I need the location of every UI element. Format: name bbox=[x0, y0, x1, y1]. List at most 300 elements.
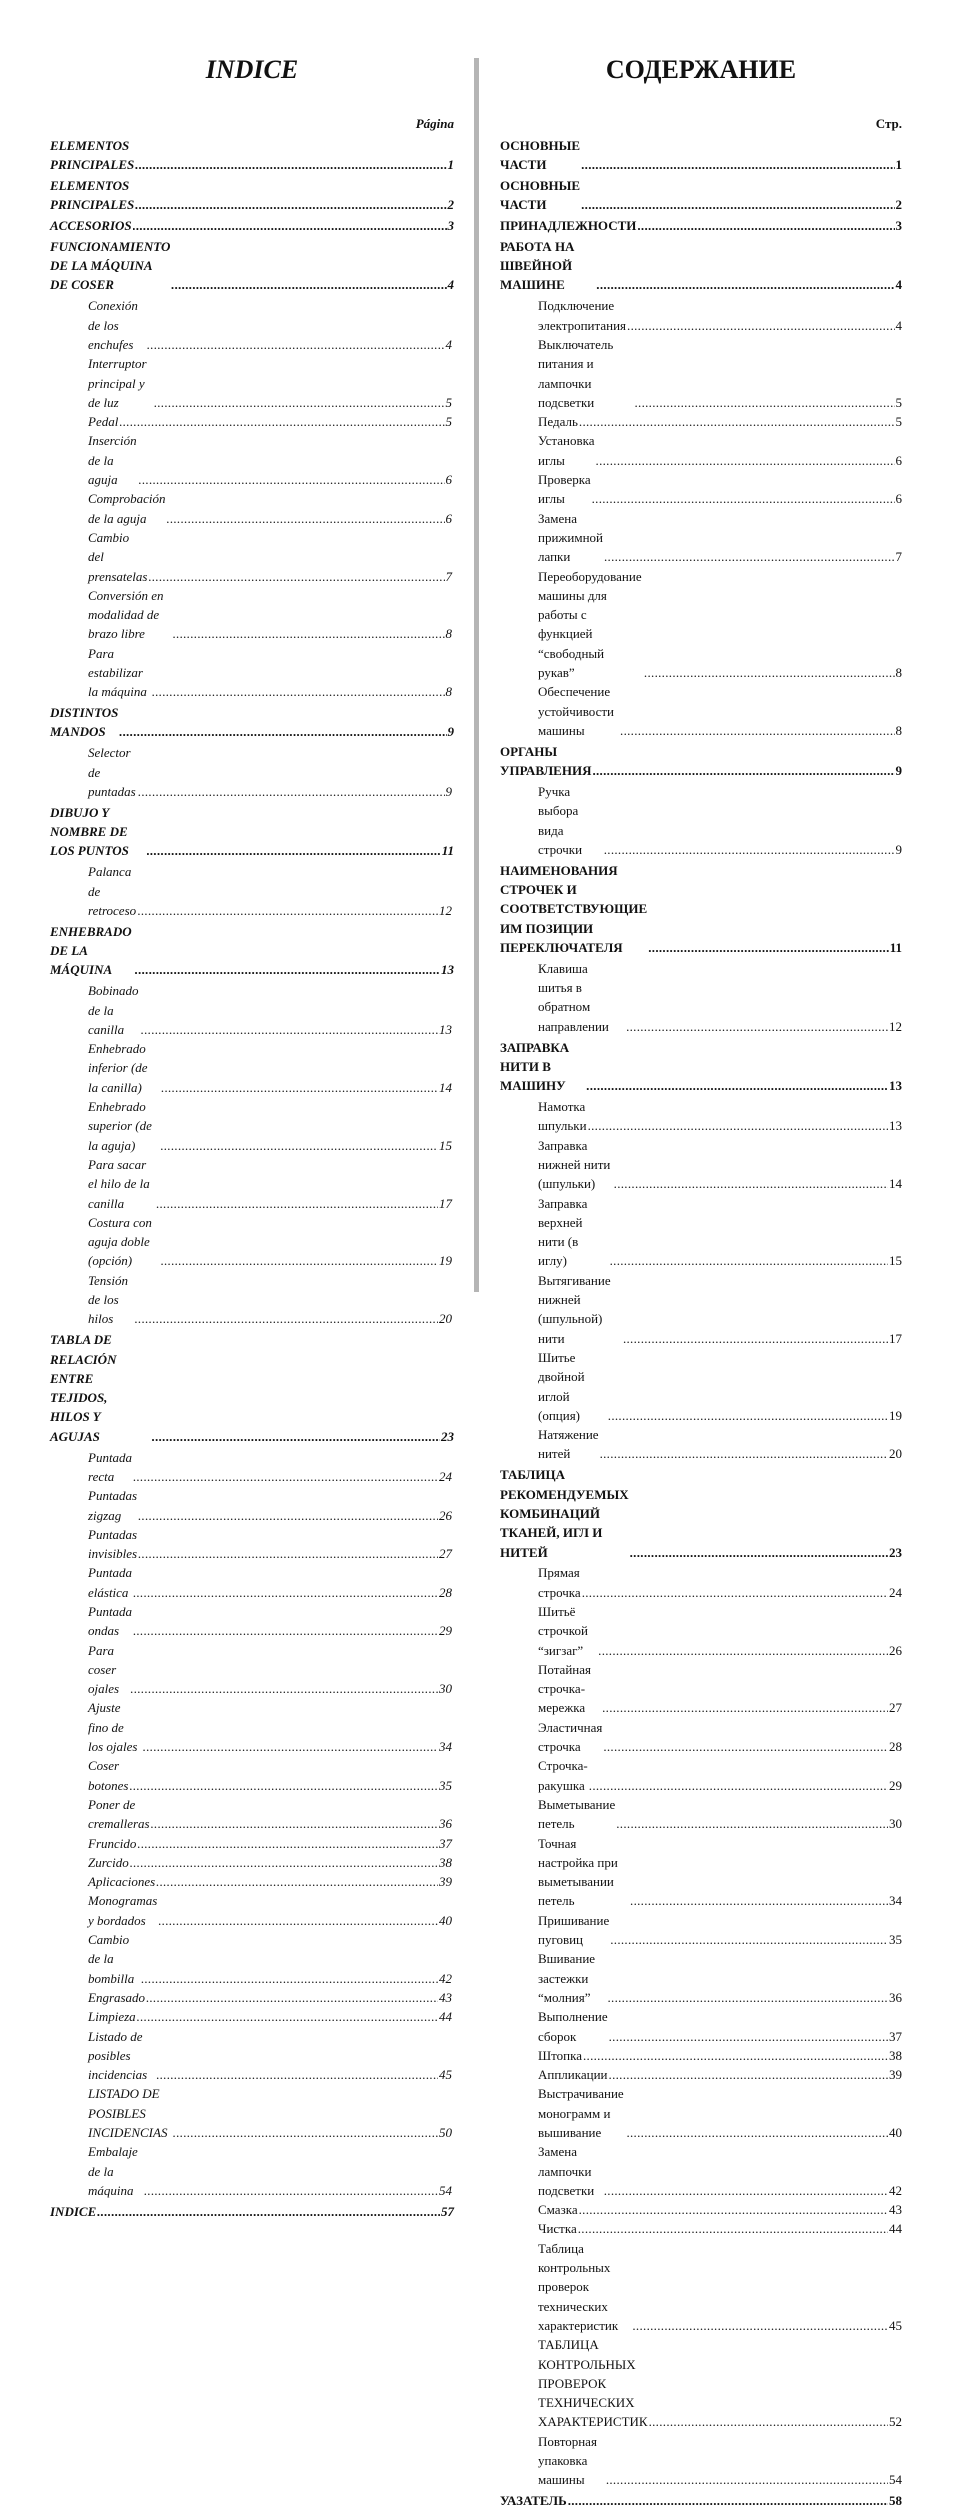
toc-dot-leader bbox=[151, 1814, 438, 1833]
toc-dot-leader bbox=[138, 901, 438, 920]
toc-dot-leader bbox=[627, 316, 894, 335]
toc-dot-leader bbox=[579, 412, 895, 431]
russian-toc-entries bbox=[500, 134, 902, 2512]
toc-dot-leader bbox=[609, 2027, 888, 2046]
toc-entry-page-number: 45 bbox=[889, 2317, 902, 2333]
toc-section-entry bbox=[500, 176, 902, 215]
toc-dot-leader bbox=[614, 1174, 888, 1193]
toc-entry-page-number: 34 bbox=[439, 1739, 452, 1755]
toc-entry-page-number: 35 bbox=[889, 1932, 902, 1948]
toc-entry-page-number: 40 bbox=[889, 2125, 902, 2140]
toc-entry-label: Проверка иглы bbox=[538, 472, 591, 507]
toc-dot-leader bbox=[583, 2046, 888, 2065]
toc-dot-leader bbox=[600, 1444, 888, 1463]
toc-dot-leader bbox=[604, 2181, 888, 2200]
toc-entry-page-number: 4 bbox=[447, 277, 454, 293]
toc-dot-leader bbox=[626, 1017, 888, 1036]
toc-entry-label: Подключение электропитания bbox=[538, 298, 627, 333]
toc-entry-page-number: 9 bbox=[445, 783, 452, 799]
toc-entry-page-number: 14 bbox=[439, 1079, 452, 1095]
toc-subsection-entry bbox=[500, 1097, 902, 1136]
toc-entry-label: ELEMENTOS PRINCIPALES bbox=[50, 177, 135, 213]
toc-entry-label: УАЗАТЕЛЬ bbox=[500, 2493, 567, 2509]
toc-entry-page-number: 40 bbox=[439, 1912, 452, 1928]
toc-entry-label: Conversión en modalidad de brazo libre bbox=[88, 587, 164, 642]
toc-entry-label: Cambio del prensatelas bbox=[88, 529, 148, 584]
column-divider bbox=[474, 58, 479, 1292]
toc-entry-page-number: 44 bbox=[439, 2009, 452, 2025]
toc-dot-leader bbox=[141, 1020, 438, 1039]
toc-entry-label: Вшивание застежки “молния” bbox=[538, 1951, 596, 2005]
toc-entry-label: Enhebrado superior (de la aguja) bbox=[88, 1099, 152, 1153]
toc-entry-page-number: 30 bbox=[889, 1816, 902, 1832]
toc-entry-label: Puntada ondas bbox=[88, 1603, 133, 1639]
toc-entry-label: ОСНОВНЫЕ ЧАСТИ bbox=[500, 177, 581, 213]
toc-entry-label: Таблица контрольных проверок технических характеристик bbox=[538, 2240, 619, 2333]
toc-entry-page-number: 1 bbox=[447, 156, 454, 172]
toc-entry-label: ОСНОВНЫЕ ЧАСТИ bbox=[500, 137, 581, 172]
toc-subsection-entry bbox=[500, 1795, 902, 1834]
toc-entry-label: Inserción de la aguja bbox=[88, 433, 137, 488]
toc-entry-label: Прямая строчка bbox=[538, 1565, 581, 1600]
toc-entry-page-number: 28 bbox=[439, 1584, 452, 1600]
toc-subsection-entry bbox=[50, 1930, 454, 1988]
toc-entry-page-number: 24 bbox=[439, 1468, 452, 1484]
toc-entry-page-number: 6 bbox=[895, 491, 902, 507]
toc-entry-page-number: 9 bbox=[447, 724, 454, 740]
toc-entry-page-number: 39 bbox=[439, 1874, 452, 1890]
toc-entry-label: Para coser ojales bbox=[88, 1642, 120, 1697]
toc-dot-leader bbox=[623, 1329, 888, 1348]
toc-subsection-entry bbox=[50, 1834, 454, 1853]
toc-entry-page-number: 1 bbox=[895, 156, 902, 172]
toc-section-entry bbox=[50, 1330, 454, 1446]
toc-subsection-entry bbox=[50, 2007, 454, 2026]
toc-subsection-entry bbox=[50, 2027, 454, 2085]
toc-entry-page-number: 36 bbox=[889, 1989, 902, 2005]
toc-entry-label: Заправка верхней нити (в иглу) bbox=[538, 1195, 588, 1269]
toc-dot-leader bbox=[173, 2123, 438, 2142]
toc-entry-page-number: 27 bbox=[889, 1700, 902, 1716]
toc-entry-page-number: 39 bbox=[889, 2067, 902, 2083]
toc-entry-label: Pedal bbox=[88, 414, 119, 430]
toc-entry-label: Строчка-ракушка bbox=[538, 1758, 588, 1793]
toc-subsection-entry bbox=[500, 412, 902, 431]
toc-subsection-entry bbox=[500, 682, 902, 740]
toc-subsection-entry bbox=[500, 2007, 902, 2046]
toc-subsection-entry bbox=[500, 2065, 902, 2084]
toc-subsection-entry bbox=[50, 1097, 454, 1155]
toc-dot-leader bbox=[156, 1194, 438, 1213]
toc-dot-leader bbox=[144, 2181, 438, 2200]
toc-dot-leader bbox=[607, 1988, 888, 2007]
toc-dot-leader bbox=[604, 840, 895, 859]
toc-entry-page-number: 4 bbox=[895, 277, 902, 293]
toc-entry-label: Ручка выбора вида строчки bbox=[538, 783, 583, 857]
toc-dot-leader bbox=[152, 1427, 440, 1446]
toc-section-entry bbox=[50, 922, 454, 980]
toc-dot-leader bbox=[161, 1078, 438, 1097]
toc-dot-leader bbox=[138, 782, 444, 801]
toc-entry-label: Tensión de los hilos bbox=[88, 1272, 128, 1327]
toc-section-entry bbox=[50, 176, 454, 215]
toc-subsection-entry bbox=[50, 1988, 454, 2007]
toc-entry-label: Monogramas y bordados bbox=[88, 1893, 158, 1928]
toc-subsection-entry bbox=[500, 1911, 902, 1950]
toc-entry-page-number: 19 bbox=[439, 1253, 452, 1269]
toc-section-entry bbox=[50, 237, 454, 295]
toc-subsection-entry bbox=[50, 1872, 454, 1891]
toc-entry-label: Palanca de retroceso bbox=[88, 864, 137, 918]
toc-entry-label: Interruptor principal y de luz bbox=[88, 356, 147, 410]
toc-dot-leader bbox=[147, 841, 441, 860]
toc-entry-page-number: 8 bbox=[445, 626, 452, 642]
toc-entry-page-number: 45 bbox=[439, 2067, 452, 2083]
toc-entry-label: Aplicaciones bbox=[88, 1874, 156, 1890]
toc-entry-label: Ajuste fino de los ojales bbox=[88, 1700, 138, 1755]
toc-dot-leader bbox=[634, 393, 894, 412]
toc-entry-page-number: 7 bbox=[445, 568, 452, 584]
toc-entry-page-number: 9 bbox=[895, 763, 902, 779]
toc-entry-page-number: 3 bbox=[895, 217, 902, 233]
toc-subsection-entry bbox=[500, 1563, 902, 1602]
toc-dot-leader bbox=[581, 195, 894, 214]
toc-entry-label: Штопка bbox=[538, 2047, 582, 2063]
toc-dot-leader bbox=[173, 624, 445, 643]
toc-subsection-entry bbox=[50, 644, 454, 702]
toc-entry-label: Bobinado de la canilla bbox=[88, 983, 139, 1037]
toc-subsection-entry bbox=[50, 296, 454, 354]
toc-dot-leader bbox=[586, 1076, 888, 1095]
toc-section-entry bbox=[500, 861, 902, 957]
toc-dot-leader bbox=[620, 721, 894, 740]
toc-entry-label: Limpieza bbox=[88, 2009, 136, 2025]
toc-entry-page-number: 20 bbox=[889, 1446, 902, 1462]
toc-subsection-entry bbox=[50, 1602, 454, 1641]
toc-dot-leader bbox=[604, 547, 895, 566]
toc-dot-leader bbox=[119, 722, 446, 741]
toc-subsection-entry bbox=[50, 1795, 454, 1834]
toc-dot-leader bbox=[609, 2065, 888, 2084]
toc-subsection-entry bbox=[50, 2142, 454, 2200]
toc-dot-leader bbox=[141, 1969, 438, 1988]
toc-dot-leader bbox=[97, 2202, 440, 2221]
toc-subsection-entry bbox=[500, 1660, 902, 1718]
toc-entry-label: Натяжение нитей bbox=[538, 1427, 599, 1462]
toc-dot-leader bbox=[137, 1834, 438, 1853]
russian-page-column-label: Стр. bbox=[875, 116, 902, 131]
toc-section-entry bbox=[500, 742, 902, 781]
toc-entry-page-number: 57 bbox=[441, 2203, 454, 2219]
toc-entry-page-number: 4 bbox=[445, 336, 452, 352]
toc-entry-page-number: 54 bbox=[439, 2182, 452, 2198]
toc-subsection-entry bbox=[500, 335, 902, 412]
toc-entry-label: Переоборудование машины для работы с функцией “свободный рукав” bbox=[538, 568, 642, 680]
toc-entry-page-number: 37 bbox=[889, 2028, 902, 2044]
toc-dot-leader bbox=[143, 1737, 438, 1756]
toc-dot-leader bbox=[148, 567, 444, 586]
toc-entry-label: Puntadas invisibles bbox=[88, 1526, 138, 1562]
toc-entry-page-number: 43 bbox=[439, 1989, 452, 2005]
toc-entry-label: DIBUJO Y NOMBRE DE LOS PUNTOS bbox=[50, 804, 129, 859]
toc-entry-label: РАБОТА НА ШВЕЙНОЙ МАШИНЕ bbox=[500, 238, 575, 293]
toc-entry-page-number: 2 bbox=[447, 197, 454, 213]
toc-entry-page-number: 5 bbox=[445, 394, 452, 410]
toc-dot-leader bbox=[129, 1776, 438, 1795]
toc-entry-label: Шитье двойной иглой (опция) bbox=[538, 1349, 585, 1423]
toc-subsection-entry bbox=[500, 1718, 902, 1757]
toc-entry-page-number: 58 bbox=[889, 2493, 902, 2509]
toc-entry-label: Puntada recta bbox=[88, 1449, 133, 1484]
toc-entry-page-number: 44 bbox=[889, 2221, 902, 2237]
toc-subsection-entry bbox=[500, 431, 902, 470]
toc-entry-page-number: 20 bbox=[439, 1311, 452, 1327]
toc-entry-page-number: 38 bbox=[889, 2047, 902, 2063]
spanish-page-column-label: Página bbox=[415, 116, 454, 131]
toc-dot-leader bbox=[147, 335, 445, 354]
toc-entry-page-number: 23 bbox=[441, 1428, 454, 1444]
toc-entry-page-number: 12 bbox=[889, 1018, 902, 1034]
toc-section-entry bbox=[500, 2491, 902, 2510]
toc-section-entry bbox=[50, 2202, 454, 2221]
toc-entry-page-number: 17 bbox=[439, 1195, 452, 1211]
toc-dot-leader bbox=[130, 1679, 438, 1698]
toc-entry-label: Para estabilizar la máquina bbox=[88, 645, 147, 700]
toc-entry-page-number: 29 bbox=[889, 1777, 902, 1793]
toc-dot-leader bbox=[592, 489, 895, 508]
toc-dot-leader bbox=[154, 393, 445, 412]
toc-dot-leader bbox=[133, 1467, 438, 1486]
toc-dot-leader bbox=[137, 2007, 438, 2026]
toc-entry-page-number: 13 bbox=[889, 1078, 902, 1094]
toc-entry-page-number: 11 bbox=[441, 843, 454, 859]
toc-dot-leader bbox=[644, 663, 895, 682]
toc-entry-page-number: 14 bbox=[889, 1176, 902, 1192]
toc-subsection-entry bbox=[50, 1486, 454, 1525]
toc-entry-label: Замена прижимной лапки bbox=[538, 510, 603, 565]
toc-dot-leader bbox=[603, 1737, 888, 1756]
toc-entry-label: Выключатель питания и лампочки подсветки bbox=[538, 336, 614, 410]
toc-entry-page-number: 13 bbox=[889, 1118, 902, 1134]
toc-entry-page-number: 38 bbox=[439, 1854, 452, 1870]
toc-entry-page-number: 5 bbox=[445, 414, 452, 430]
toc-subsection-entry bbox=[500, 1348, 902, 1425]
toc-dot-leader bbox=[133, 216, 447, 235]
toc-subsection-entry bbox=[500, 1194, 902, 1271]
toc-entry-page-number: 29 bbox=[439, 1623, 452, 1639]
toc-subsection-entry bbox=[500, 567, 902, 683]
toc-entry-label: Listado de posibles incidencias bbox=[88, 2028, 148, 2083]
toc-dot-leader bbox=[133, 1621, 438, 1640]
toc-entry-label: Выстрачивание монограмм и вышивание bbox=[538, 2086, 624, 2140]
toc-entry-page-number: 15 bbox=[439, 1137, 452, 1153]
toc-entry-label: Zurcido bbox=[88, 1854, 129, 1870]
toc-entry-page-number: 7 bbox=[895, 549, 902, 565]
toc-dot-leader bbox=[610, 1930, 888, 1949]
toc-subsection-entry bbox=[50, 354, 454, 412]
toc-entry-label: Embalaje de la máquina bbox=[88, 2144, 138, 2198]
toc-entry-label: Установка иглы bbox=[538, 433, 595, 468]
toc-dot-leader bbox=[135, 155, 446, 174]
toc-entry-page-number: 54 bbox=[889, 2472, 902, 2488]
toc-entry-page-number: 35 bbox=[439, 1777, 452, 1793]
toc-entry-label: Para sacar el hilo de la canilla bbox=[88, 1156, 150, 1211]
toc-subsection-entry bbox=[500, 2335, 902, 2431]
toc-section-entry bbox=[500, 237, 902, 295]
toc-entry-label: Comprobación de la aguja bbox=[88, 491, 166, 526]
toc-dot-leader bbox=[596, 451, 895, 470]
toc-entry-label: TABLA DE RELACIÓN ENTRE TEJIDOS, HILOS Y AGUJAS bbox=[50, 1332, 117, 1444]
toc-entry-page-number: 42 bbox=[439, 1970, 452, 1986]
toc-subsection-entry bbox=[500, 1602, 902, 1660]
toc-entry-page-number: 17 bbox=[889, 1330, 902, 1346]
toc-dot-leader bbox=[139, 470, 445, 489]
toc-entry-label: Выполнение сборок bbox=[538, 2009, 608, 2044]
toc-subsection-entry bbox=[50, 1213, 454, 1271]
toc-dot-leader bbox=[610, 1251, 888, 1270]
toc-entry-page-number: 6 bbox=[445, 510, 452, 526]
russian-toc-title: СОДЕРЖАНИЕ bbox=[605, 55, 797, 84]
toc-dot-leader bbox=[616, 1814, 888, 1833]
toc-subsection-entry bbox=[50, 1853, 454, 1872]
toc-dot-leader bbox=[578, 2219, 888, 2238]
toc-section-entry bbox=[50, 216, 454, 235]
toc-subsection-entry bbox=[500, 2239, 902, 2335]
toc-entry-page-number: 28 bbox=[889, 1739, 902, 1755]
toc-section-entry bbox=[500, 216, 902, 235]
toc-entry-page-number: 8 bbox=[895, 664, 902, 680]
toc-entry-label: Обеспечение устойчивости машины bbox=[538, 684, 615, 738]
toc-entry-page-number: 2 bbox=[895, 197, 902, 213]
toc-subsection-entry bbox=[500, 2200, 902, 2219]
toc-entry-label: Клавиша шитья в обратном направлении bbox=[538, 960, 609, 1034]
toc-entry-label: ПРИНАДЛЕЖНОСТИ bbox=[500, 217, 637, 233]
toc-subsection-entry bbox=[500, 1949, 902, 2007]
toc-subsection-entry bbox=[50, 1641, 454, 1699]
toc-entry-label: Puntadas zigzag bbox=[88, 1488, 138, 1523]
toc-subsection-entry bbox=[50, 412, 454, 431]
toc-entry-page-number: 8 bbox=[445, 684, 452, 700]
toc-entry-page-number: 15 bbox=[889, 1253, 902, 1269]
toc-entry-page-number: 24 bbox=[889, 1584, 902, 1600]
toc-entry-label: Заправка нижней нити (шпульки) bbox=[538, 1137, 611, 1192]
toc-dot-leader bbox=[133, 1583, 438, 1602]
toc-subsection-entry bbox=[50, 862, 454, 920]
toc-entry-page-number: 37 bbox=[439, 1835, 452, 1851]
toc-entry-label: DISTINTOS MANDOS bbox=[50, 705, 119, 740]
toc-entry-page-number: 3 bbox=[447, 217, 454, 233]
toc-entry-label: Пришивание пуговиц bbox=[538, 1912, 610, 1948]
toc-subsection-entry bbox=[500, 1756, 902, 1795]
toc-dot-leader bbox=[579, 2200, 888, 2219]
toc-entry-label: Смазка bbox=[538, 2202, 578, 2218]
toc-subsection-entry bbox=[500, 2142, 902, 2200]
toc-dot-leader bbox=[589, 1776, 888, 1795]
toc-subsection-entry bbox=[50, 2084, 454, 2142]
toc-section-entry bbox=[50, 803, 454, 861]
toc-entry-label: Шитьё строчкой “зигзаг” bbox=[538, 1603, 588, 1658]
toc-subsection-entry bbox=[50, 1756, 454, 1795]
toc-dot-leader bbox=[598, 1641, 888, 1660]
toc-subsection-entry bbox=[500, 2046, 902, 2065]
toc-entry-label: LISTADO DE POSIBLES INCIDENCIAS bbox=[88, 2086, 168, 2140]
toc-dot-leader bbox=[146, 1988, 438, 2007]
toc-entry-label: ТАБЛИЦА РЕКОМЕНДУЕМЫХ КОМБИНАЦИЙ ТКАНЕЙ, ИГЛ И НИТЕЙ bbox=[500, 1467, 629, 1560]
toc-entry-page-number: 36 bbox=[439, 1816, 452, 1832]
toc-dot-leader bbox=[632, 2316, 888, 2335]
toc-entry-label: FUNCIONAMIENTO DE LA MÁQUINA DE COSER bbox=[50, 238, 171, 293]
toc-dot-leader bbox=[138, 1506, 438, 1525]
toc-entry-label: ТАБЛИЦА КОНТРОЛЬНЫХ ПРОВЕРОК ТЕХНИЧЕСКИХ ХАРАКТЕРИСТИК bbox=[538, 2337, 648, 2430]
toc-entry-page-number: 5 bbox=[895, 414, 902, 430]
toc-entry-page-number: 52 bbox=[889, 2414, 902, 2430]
toc-dot-leader bbox=[135, 960, 440, 979]
toc-entry-label: Conexión de los enchufes bbox=[88, 298, 138, 352]
toc-dot-leader bbox=[630, 1543, 888, 1562]
toc-dot-leader bbox=[606, 2470, 888, 2489]
toc-entry-page-number: 23 bbox=[889, 1544, 902, 1560]
toc-entry-label: Выметывание петель bbox=[538, 1796, 616, 1832]
toc-subsection-entry bbox=[500, 1271, 902, 1348]
toc-entry-label: Costura con aguja doble (opción) bbox=[88, 1214, 152, 1269]
toc-entry-page-number: 26 bbox=[439, 1507, 452, 1523]
toc-entry-label: ЗАПРАВКА НИТИ В МАШИНУ bbox=[500, 1039, 570, 1094]
toc-dot-leader bbox=[161, 1251, 438, 1270]
toc-dot-leader bbox=[156, 2065, 438, 2084]
toc-dot-leader bbox=[581, 155, 894, 174]
toc-entry-label: ОРГАНЫ УПРАВЛЕНИЯ bbox=[500, 743, 592, 779]
toc-entry-label: Намотка шпульки bbox=[538, 1099, 587, 1134]
toc-section-entry bbox=[50, 136, 454, 175]
toc-entry-label: ACCESORIOS bbox=[50, 217, 132, 233]
toc-subsection-entry bbox=[50, 489, 454, 528]
toc-subsection-entry bbox=[50, 1563, 454, 1602]
toc-entry-page-number: 6 bbox=[895, 452, 902, 468]
toc-dot-leader bbox=[582, 1583, 888, 1602]
toc-entry-page-number: 26 bbox=[889, 1642, 902, 1658]
toc-dot-leader bbox=[158, 1911, 438, 1930]
toc-dot-leader bbox=[602, 1698, 888, 1717]
toc-entry-page-number: 9 bbox=[895, 841, 902, 857]
toc-subsection-entry bbox=[500, 1136, 902, 1194]
toc-entry-label: ELEMENTOS PRINCIPALES bbox=[50, 137, 135, 172]
toc-entry-label: Потайная строчка-мережка bbox=[538, 1661, 591, 1716]
toc-entry-page-number: 43 bbox=[889, 2202, 902, 2218]
toc-dot-leader bbox=[637, 216, 894, 235]
toc-subsection-entry bbox=[500, 2084, 902, 2142]
toc-entry-page-number: 5 bbox=[895, 394, 902, 410]
toc-entry-page-number: 27 bbox=[439, 1546, 452, 1562]
toc-dot-leader bbox=[160, 1136, 438, 1155]
toc-entry-page-number: 8 bbox=[895, 722, 902, 738]
toc-dot-leader bbox=[156, 1872, 438, 1891]
toc-subsection-entry bbox=[50, 528, 454, 586]
toc-entry-label: Аппликации bbox=[538, 2067, 608, 2083]
toc-entry-label: INDICE bbox=[50, 2203, 97, 2219]
toc-entry-page-number: 13 bbox=[439, 1021, 452, 1037]
toc-subsection-entry bbox=[50, 1698, 454, 1756]
toc-subsection-entry bbox=[500, 1834, 902, 1911]
toc-entry-label: Эластичная строчка bbox=[538, 1719, 603, 1755]
toc-entry-label: Enhebrado inferior (de la canilla) bbox=[88, 1041, 148, 1095]
toc-entry-label: Puntada elástica bbox=[88, 1565, 133, 1600]
toc-entry-label: Вытягивание нижней (шпульной) нити bbox=[538, 1272, 611, 1346]
toc-section-entry bbox=[500, 1038, 902, 1096]
toc-entry-label: Poner de cremalleras bbox=[88, 1796, 150, 1832]
toc-entry-label: Повторная упаковка машины bbox=[538, 2433, 597, 2488]
toc-subsection-entry bbox=[50, 1525, 454, 1564]
toc-subsection-entry bbox=[500, 296, 902, 335]
